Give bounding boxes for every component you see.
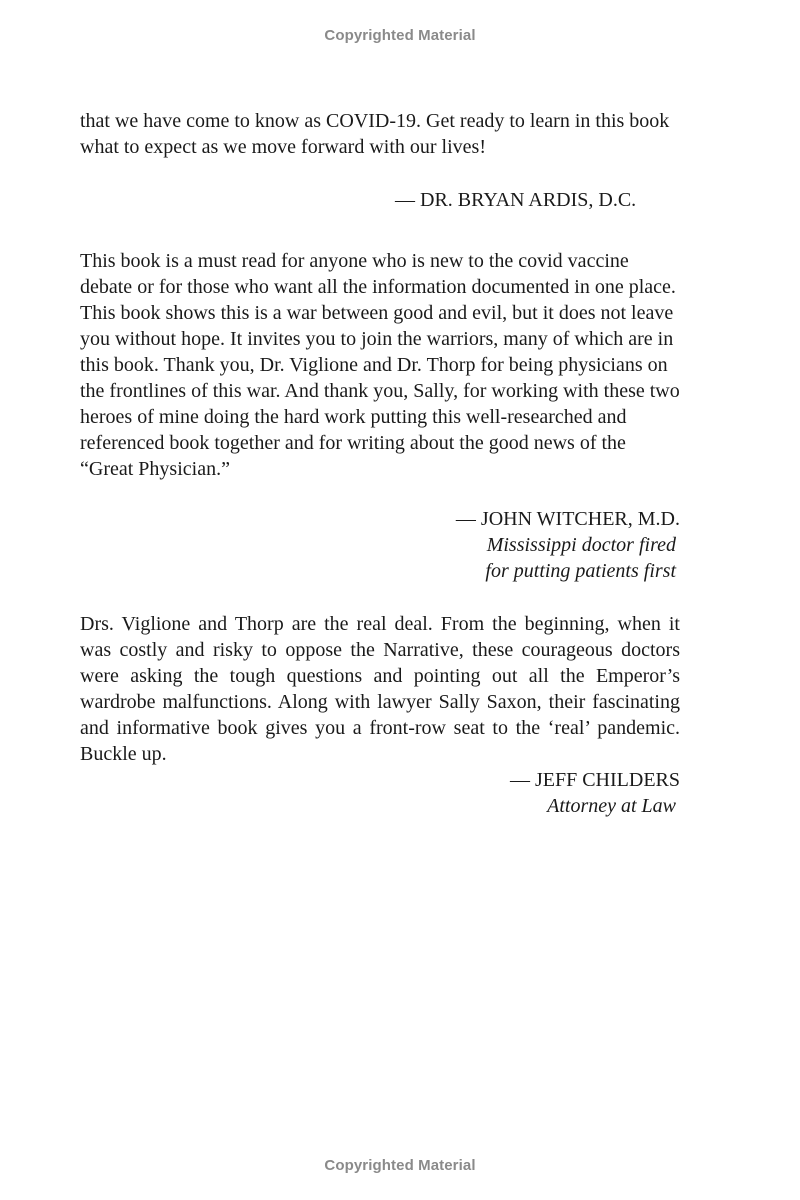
page-content: [80, 108, 680, 819]
quote-2-subtitle-line2: for putting patients first: [485, 560, 676, 582]
copyright-watermark-bottom: Copyrighted Material: [324, 1157, 476, 1174]
quote-2-text: This book is a must read for anyone who is new to the covid vaccine debate or for those who want all the information documented in one place. This book shows this is a war between good and evil, but it does not leave you without hope. It invites you to join the warriors, many of which are in this book. Thank you, Dr. Viglione and Dr. Thorp for being physicians on the frontlines of this war. And thank you, Sally, for working with these two heroes of mine doing the hard work putting this well-researched and referenced book together and for writing about the good news of the “Great Physician.”: [80, 250, 680, 480]
copyright-watermark-top: Copyrighted Material: [324, 27, 476, 44]
quote-2-subtitle-line1: Mississippi doctor fired: [486, 534, 676, 556]
quote-1-author: — DR. BRYAN ARDIS, D.C.: [395, 189, 637, 211]
quote-3-author: — JEFF CHILDERS: [509, 769, 680, 791]
quote-3-subtitle-line1: Attorney at Law: [547, 795, 676, 817]
quote-1-text: that we have come to know as COVID-19. Get ready to learn in this book what to expect as we move forward with our lives!: [80, 110, 670, 158]
quote-3-text: Drs. Viglione and Thorp are the real deal. From the beginning, when it was costly and risky to oppose the Narrative, these courageous doctors were asking the tough questions and pointing out all the Emperor’s wardrobe malfunctions. Along with lawyer Sally Saxon, their fascinating and informative book gives you a front-row seat to the ‘real’ pandemic. Buckle up.: [80, 613, 680, 765]
quote-2-attribution: [80, 506, 680, 584]
quote-2-author: — JOHN WITCHER, M.D.: [455, 508, 680, 530]
quote-3-attribution: [80, 767, 680, 819]
